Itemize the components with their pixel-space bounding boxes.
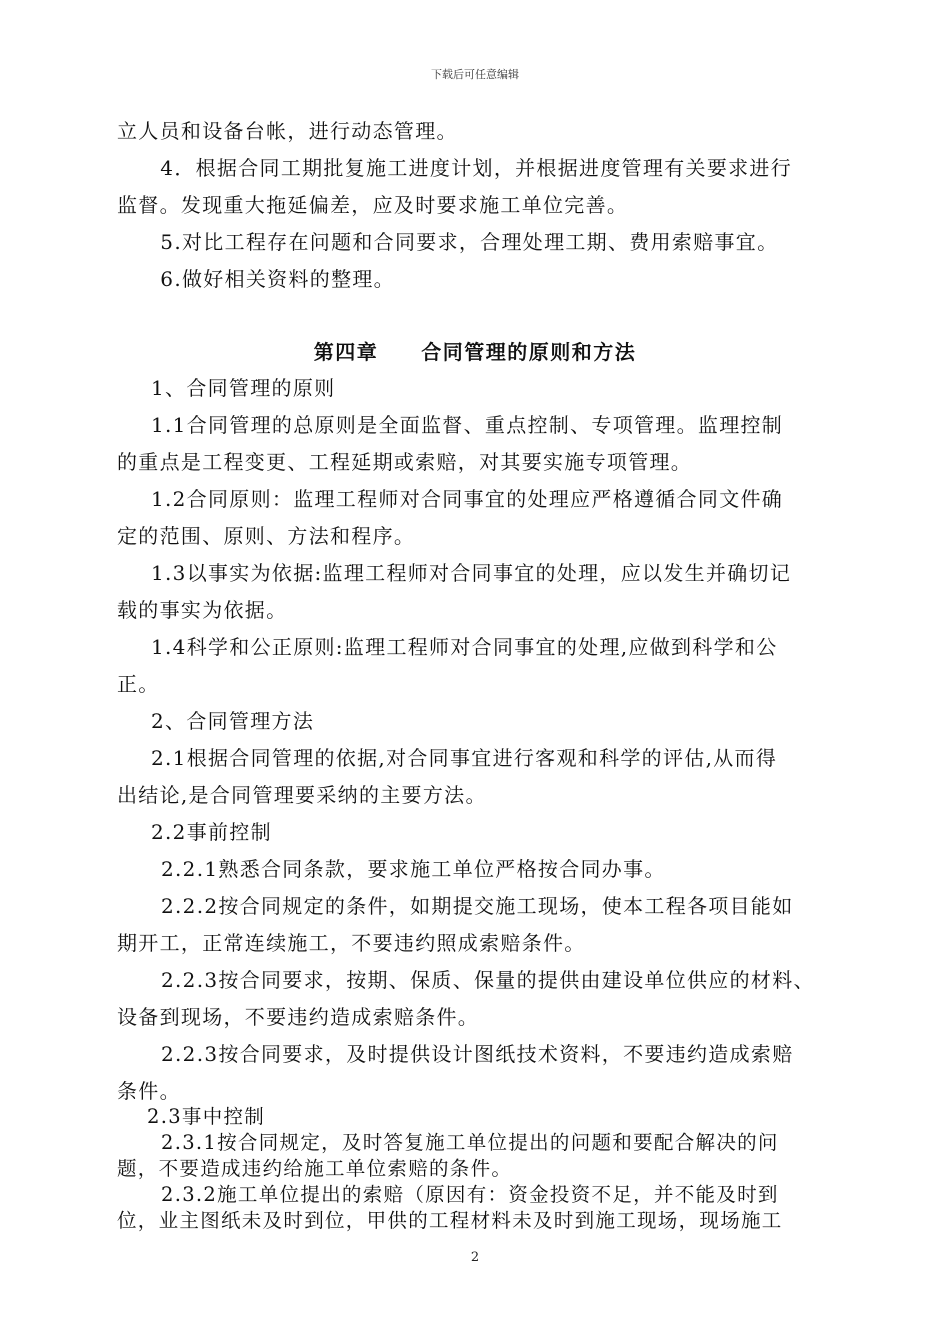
text-line: 的重点是工程变更、工程延期或索赔，对其要实施专项管理。 bbox=[117, 450, 693, 474]
text-line: 题，不要造成违约给施工单位索赔的条件。 bbox=[117, 1157, 513, 1180]
text-line: 2、合同管理方法 bbox=[151, 709, 315, 733]
text-line: 2.2.1熟悉合同条款，要求施工单位严格按合同办事。 bbox=[161, 857, 666, 881]
main-section bbox=[117, 370, 837, 1110]
text-line: 条件。 bbox=[117, 1079, 181, 1103]
text-line: 监督。发现重大拖延偏差，应及时要求施工单位完善。 bbox=[117, 193, 629, 217]
text-line: 2.3事中控制 bbox=[147, 1105, 266, 1128]
text-line: 2.2.3按合同要求，按期、保质、保量的提供由建设单位供应的材料、 bbox=[161, 968, 815, 992]
text-line: 2.2.2按合同规定的条件，如期提交施工现场，使本工程各项目能如 bbox=[161, 894, 794, 918]
text-line: 4．根据合同工期批复施工进度计划，并根据进度管理有关要求进行 bbox=[139, 156, 793, 180]
text-line: 2.3.1按合同规定，及时答复施工单位提出的问题和要配合解决的问 bbox=[161, 1131, 779, 1154]
text-line: 位，业主图纸未及时到位，甲供的工程材料未及时到施工现场，现场施工 bbox=[117, 1209, 783, 1232]
text-line: 1、合同管理的原则 bbox=[151, 376, 336, 400]
text-line: 6.做好相关资料的整理。 bbox=[139, 267, 395, 291]
text-line: 期开工，正常连续施工，不要违约照成索赔条件。 bbox=[117, 931, 586, 955]
text-line: 载的事实为依据。 bbox=[117, 598, 288, 622]
text-line: 立人员和设备台帐，进行动态管理。 bbox=[117, 119, 458, 143]
text-line: 出结论,是合同管理要采纳的主要方法。 bbox=[117, 783, 487, 807]
chapter-title: 第四章 合同管理的原则和方法 bbox=[313, 340, 637, 364]
text-line: 1.2合同原则：监理工程师对合同事宜的处理应严格遵循合同文件确 bbox=[151, 487, 784, 511]
text-line: 2.2.3按合同要求，及时提供设计图纸技术资料，不要违约造成索赔 bbox=[161, 1042, 794, 1066]
text-line: 定的范围、原则、方法和程序。 bbox=[117, 524, 416, 548]
text-line: 1.1合同管理的总原则是全面监督、重点控制、专项管理。监理控制 bbox=[151, 413, 784, 437]
top-section bbox=[117, 113, 837, 298]
text-line: 1.4科学和公正原则:监理工程师对合同事宜的处理,应做到科学和公 bbox=[151, 635, 778, 659]
text-line: 2.3.2施工单位提出的索赔（原因有：资金投资不足，并不能及时到 bbox=[161, 1183, 779, 1206]
text-line: 1.3以事实为依据:监理工程师对合同事宜的处理，应以发生并确切记 bbox=[151, 561, 792, 585]
text-line: 正。 bbox=[117, 672, 160, 696]
page-number: 2 bbox=[470, 1250, 480, 1265]
text-line: 2.1根据合同管理的依据,对合同事宜进行客观和科学的评估,从而得 bbox=[151, 746, 778, 770]
text-line: 设备到现场，不要违约造成索赔条件。 bbox=[117, 1005, 480, 1029]
page-header: 下载后可任意编辑 bbox=[431, 68, 519, 81]
text-line: 5.对比工程存在问题和合同要求，合理处理工期、费用索赔事宜。 bbox=[139, 230, 779, 254]
bottom-section bbox=[117, 1104, 837, 1234]
chapter-heading-wrap bbox=[150, 334, 800, 371]
text-line: 2.2事前控制 bbox=[151, 820, 272, 844]
